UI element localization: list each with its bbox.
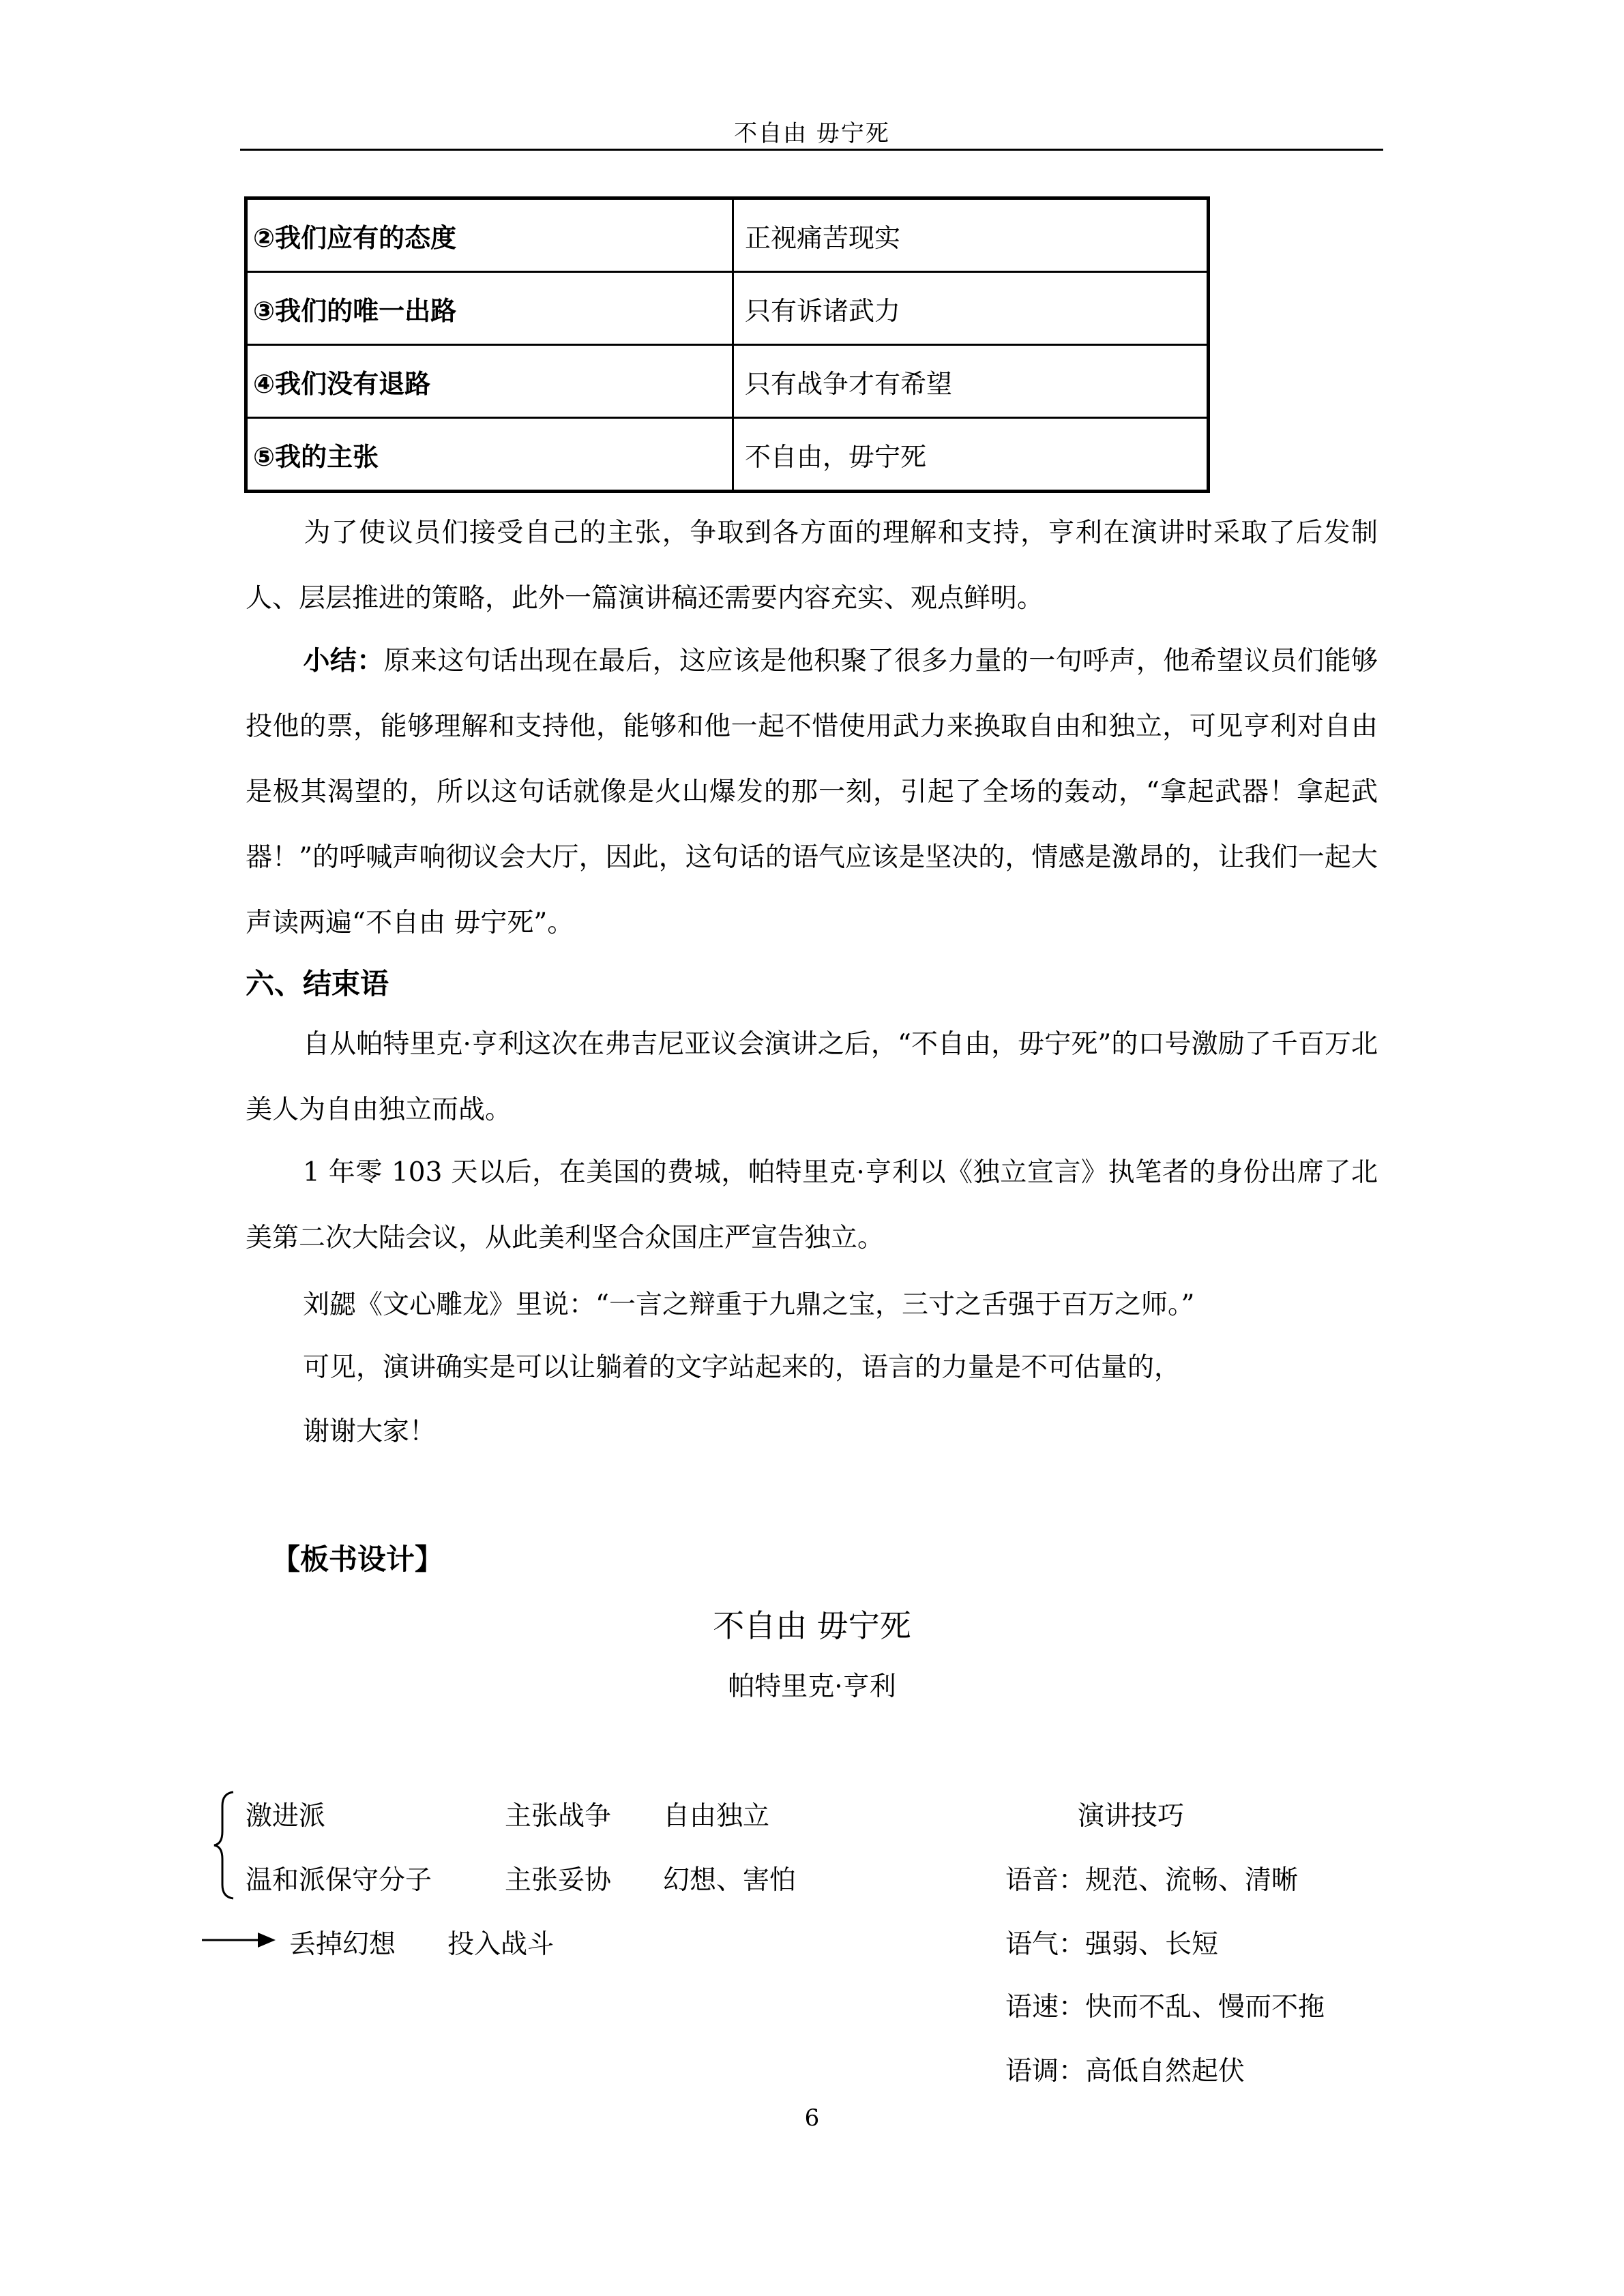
page-header-title: 不自由 毋宁死 [734, 120, 890, 147]
paragraph-closing-1 [246, 1012, 1378, 1143]
paragraph-strategy [246, 501, 1378, 631]
goal-independence: 自由独立 [663, 1801, 770, 1832]
skill-speed: 语速：快而不乱、慢而不拖 [1005, 1992, 1325, 2023]
skills-title: 演讲技巧 [1078, 1801, 1185, 1832]
skill-intonation: 语调：高低自然起伏 [1005, 2056, 1245, 2087]
table-row [246, 272, 1209, 345]
table-row [246, 345, 1209, 418]
action-abandon-illusion: 丢掉幻想 [289, 1929, 396, 1960]
section-heading: 六、结束语 [246, 967, 389, 1000]
table-row [246, 198, 1209, 272]
table-cell-label: ⑤我的主张 [246, 418, 733, 492]
paragraph-closing-2 [246, 1140, 1378, 1271]
table-cell-label: ④我们没有退路 [246, 345, 733, 418]
paragraph-closing-5: 谢谢大家！ [303, 1416, 437, 1447]
attitude-fear: 幻想、害怕 [663, 1865, 797, 1896]
paragraph-text: 自从帕特里克·亨利这次在弗吉尼亚议会演讲之后，“不自由，毋宁死”的口号激励了千百万北美人为自由独立而战。 [246, 1029, 1378, 1125]
paragraph-text: 1 年零 103 天以后，在美国的费城，帕特里克·亨利以《独立宣言》执笔者的身份出席了北美第二次大陆会议，从此美利坚合众国庄严宣告独立。 [246, 1157, 1378, 1253]
skill-pronunciation: 语音：规范、流畅、清晰 [1005, 1865, 1299, 1896]
board-title: 不自由 毋宁死 [713, 1607, 911, 1644]
board-author: 帕特里克·亨利 [728, 1671, 896, 1702]
action-join-fight: 投入战斗 [447, 1929, 555, 1960]
paragraph-closing-3: 刘勰《文心雕龙》里说：“一言之辩重于九鼎之宝，三寸之舌强于百万之师。” [303, 1289, 1195, 1320]
paragraph-summary [246, 629, 1378, 956]
faction-moderate: 温和派保守分子 [246, 1865, 432, 1896]
table-cell-value: 不自由，毋宁死 [733, 418, 1209, 492]
stance-war: 主张战争 [505, 1801, 612, 1832]
table-cell-value: 只有战争才有希望 [733, 345, 1209, 418]
table-row [246, 418, 1209, 492]
table-cell-value: 正视痛苦现实 [733, 198, 1209, 272]
table-cell-label: ③我们的唯一出路 [246, 272, 733, 345]
left-brace-icon [210, 1791, 237, 1900]
faction-radical: 激进派 [246, 1801, 326, 1832]
arrow-right-icon [201, 1930, 277, 1950]
table-cell-value: 只有诉诸武力 [733, 272, 1209, 345]
board-heading: 【板书设计】 [271, 1542, 444, 1576]
argument-table [244, 196, 1210, 493]
page-number: 6 [804, 2104, 820, 2132]
summary-label: 小结： [303, 646, 384, 676]
paragraph-closing-4: 可见，演讲确实是可以让躺着的文字站起来的，语言的力量是不可估量的， [303, 1352, 1181, 1383]
skill-tone: 语气：强弱、长短 [1005, 1929, 1219, 1960]
paragraph-text: 为了使议员们接受自己的主张，争取到各方面的理解和支持，亨利在演讲时采取了后发制人、层层推进的策略，此外一篇演讲稿还需要内容充实、观点鲜明。 [246, 518, 1378, 614]
stance-compromise: 主张妥协 [505, 1865, 612, 1896]
summary-text: 原来这句话出现在最后，这应该是他积聚了很多力量的一句呼声，他希望议员们能够投他的票，能够理解和支持他，能够和他一起不惜使用武力来换取自由和独立，可见亨利对自由是极其渴望的，所以这句话就像是火山爆发的那一刻，引起了全场的轰动，“拿起武器！拿起武器！”的呼喊声响彻议会大厅，因此，这句话的语气应该是坚决的，情感是激昂的，让我们一起大声读两遍“不自由 毋宁死”。 [246, 646, 1378, 938]
header-rule [240, 149, 1383, 151]
table-cell-label: ②我们应有的态度 [246, 198, 733, 272]
